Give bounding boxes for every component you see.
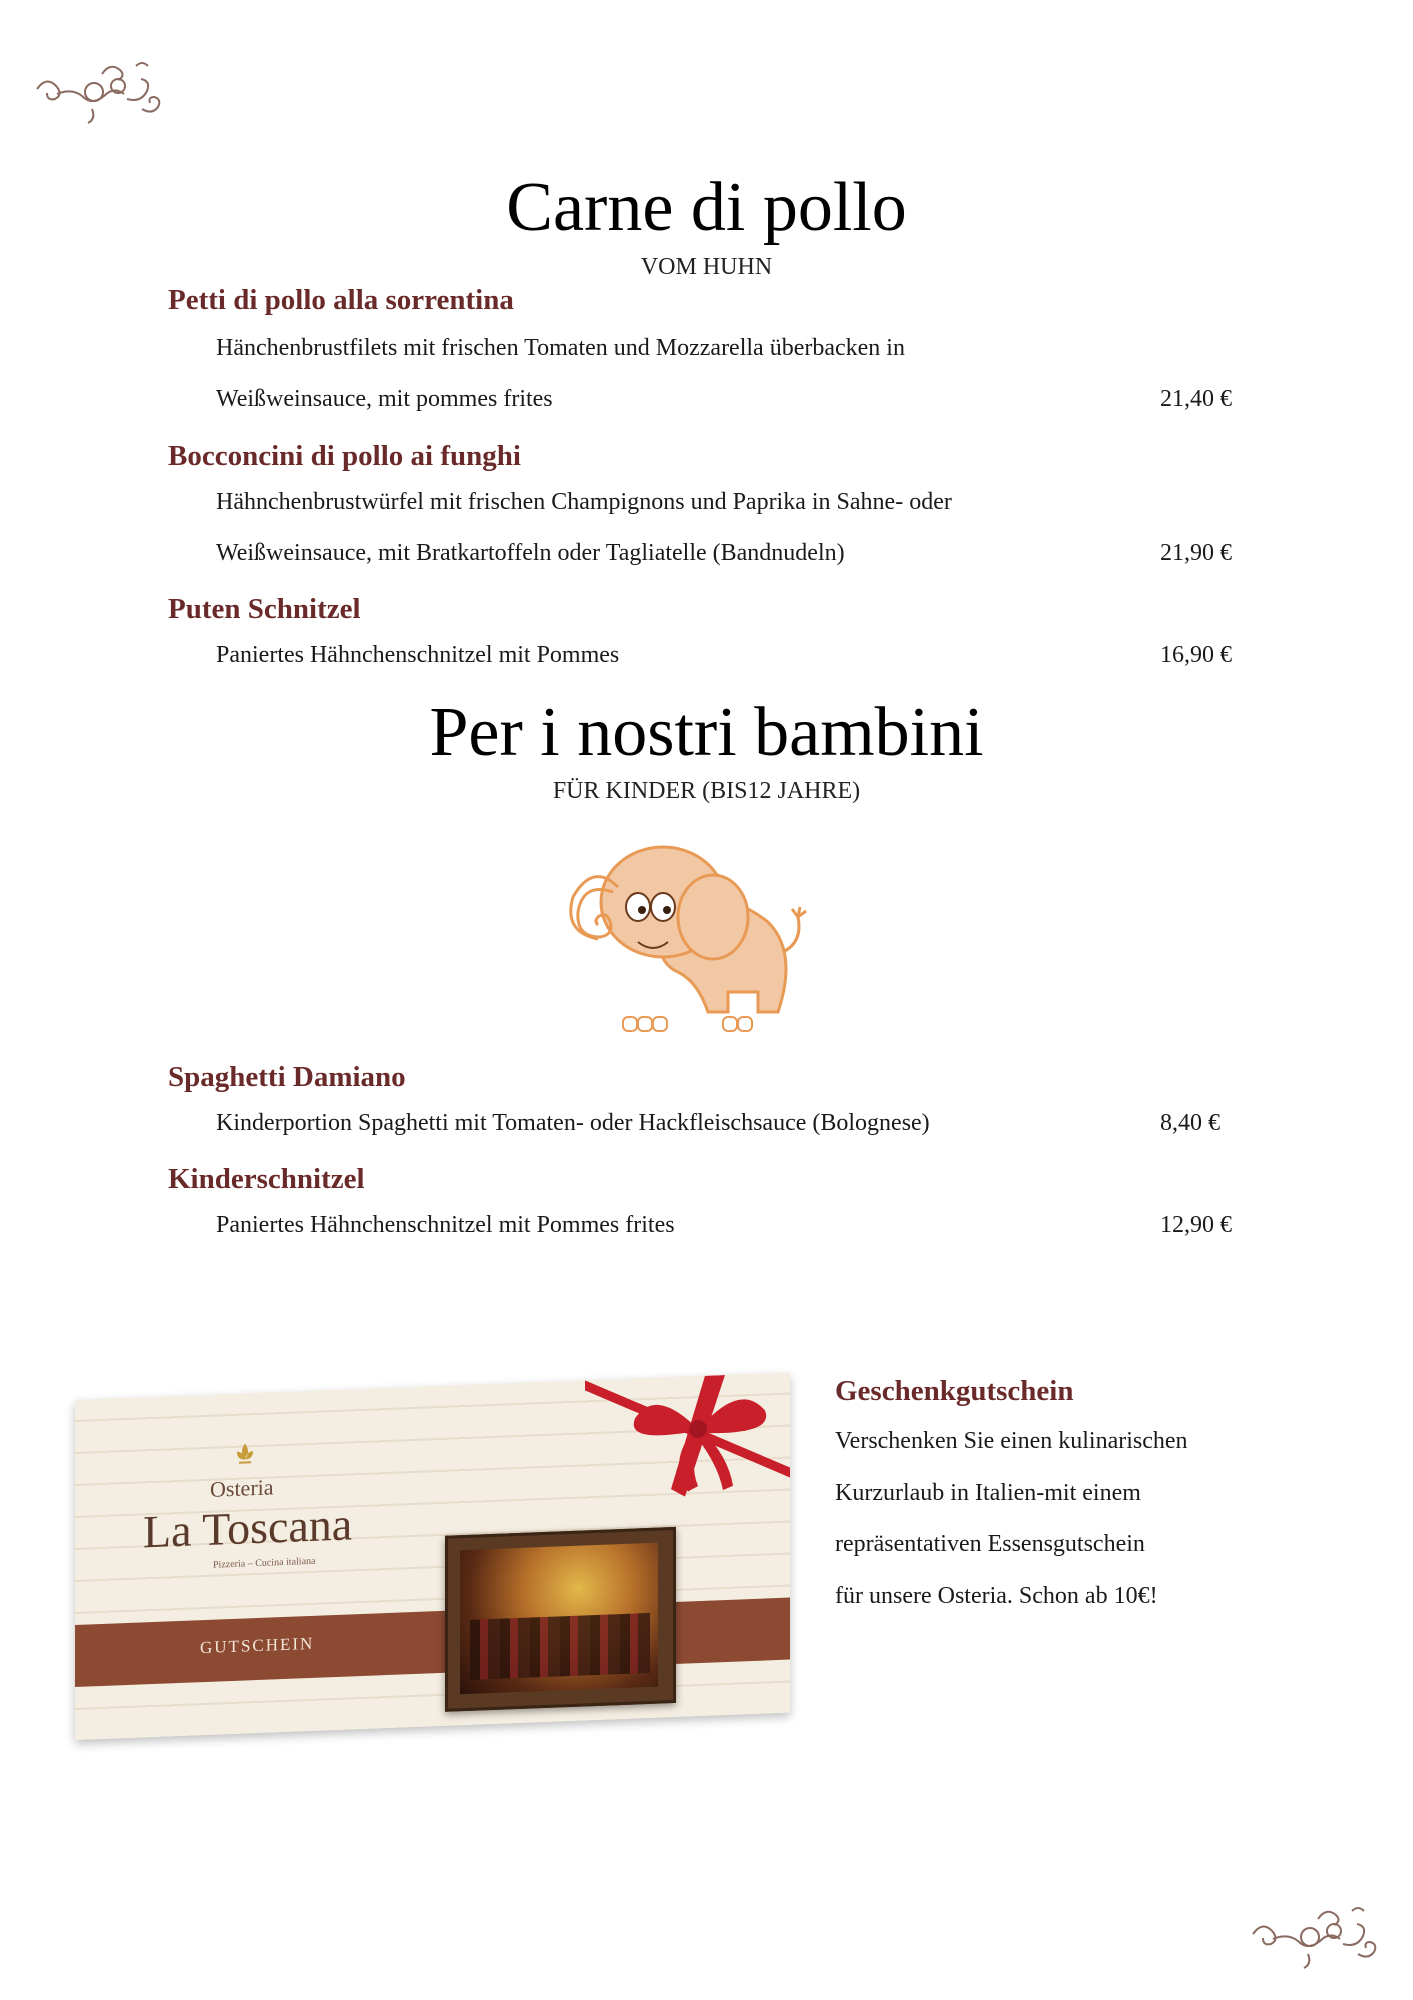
- restaurant-photo: [460, 1543, 658, 1695]
- dish-name: Petti di pollo alla sorrentina: [168, 284, 514, 316]
- dish-name: Spaghetti Damiano: [168, 1061, 406, 1093]
- dish-name: Kinderschnitzel: [168, 1163, 365, 1195]
- dish-description: Paniertes Hähnchenschnitzel mit Pommes frites: [216, 1212, 675, 1238]
- voucher-label: GUTSCHEIN: [200, 1633, 315, 1658]
- promo-line: für unsere Osteria. Schon ab 10€!: [835, 1583, 1158, 1609]
- dish-description: Paniertes Hähnchenschnitzel mit Pommes: [216, 642, 620, 668]
- dish-description: Weißweinsauce, mit Bratkartoffeln oder Tagliatelle (Bandnudeln): [216, 540, 845, 566]
- dish-description: Weißweinsauce, mit pommes frites: [216, 386, 553, 412]
- fleur-de-lis-icon: [233, 1441, 257, 1470]
- voucher-band: [75, 1598, 790, 1687]
- promo-line: repräsentativen Essensgutschein: [835, 1531, 1145, 1557]
- restaurant-photo-frame: [445, 1527, 676, 1712]
- ornament-swirl-icon: [1248, 1899, 1383, 1974]
- elephant-icon: [548, 832, 828, 1047]
- voucher-brand-small: Osteria: [210, 1474, 274, 1502]
- dish-description: Kinderportion Spaghetti mit Tomaten- oder Hackfleischsauce (Bolognese): [216, 1110, 930, 1136]
- voucher-brand-large: La Toscana: [143, 1498, 353, 1558]
- voucher-card: [75, 1373, 790, 1740]
- dish-price: 21,40 €: [1160, 386, 1232, 412]
- dish-price: 8,40 €: [1160, 1110, 1220, 1136]
- section-title-chicken: Carne di pollo: [506, 169, 907, 246]
- dish-description: Hänchenbrustfilets mit frischen Tomaten und Mozzarella überbacken in: [216, 335, 905, 361]
- dish-price: 21,90 €: [1160, 540, 1232, 566]
- bow-icon: [585, 1373, 790, 1501]
- dish-price: 12,90 €: [1160, 1212, 1232, 1238]
- voucher-tagline: Pizzeria – Cucina italiana: [213, 1555, 316, 1571]
- dish-name: Puten Schnitzel: [168, 593, 361, 625]
- ornament-swirl-icon: [32, 54, 167, 129]
- section-subtitle-kids: FÜR KINDER (BIS12 JAHRE): [552, 778, 861, 804]
- section-title-kids: Per i nostri bambini: [429, 694, 984, 771]
- promo-title: Geschenkgutschein: [835, 1375, 1074, 1407]
- dish-name: Bocconcini di pollo ai funghi: [168, 440, 521, 472]
- dish-description: Hähnchenbrustwürfel mit frischen Champignons und Paprika in Sahne- oder: [216, 489, 952, 515]
- promo-line: Kurzurlaub in Italien-mit einem: [835, 1480, 1141, 1506]
- section-subtitle-chicken: VOM HUHN: [640, 254, 773, 280]
- dish-price: 16,90 €: [1160, 642, 1232, 668]
- promo-line: Verschenken Sie einen kulinarischen: [835, 1428, 1188, 1454]
